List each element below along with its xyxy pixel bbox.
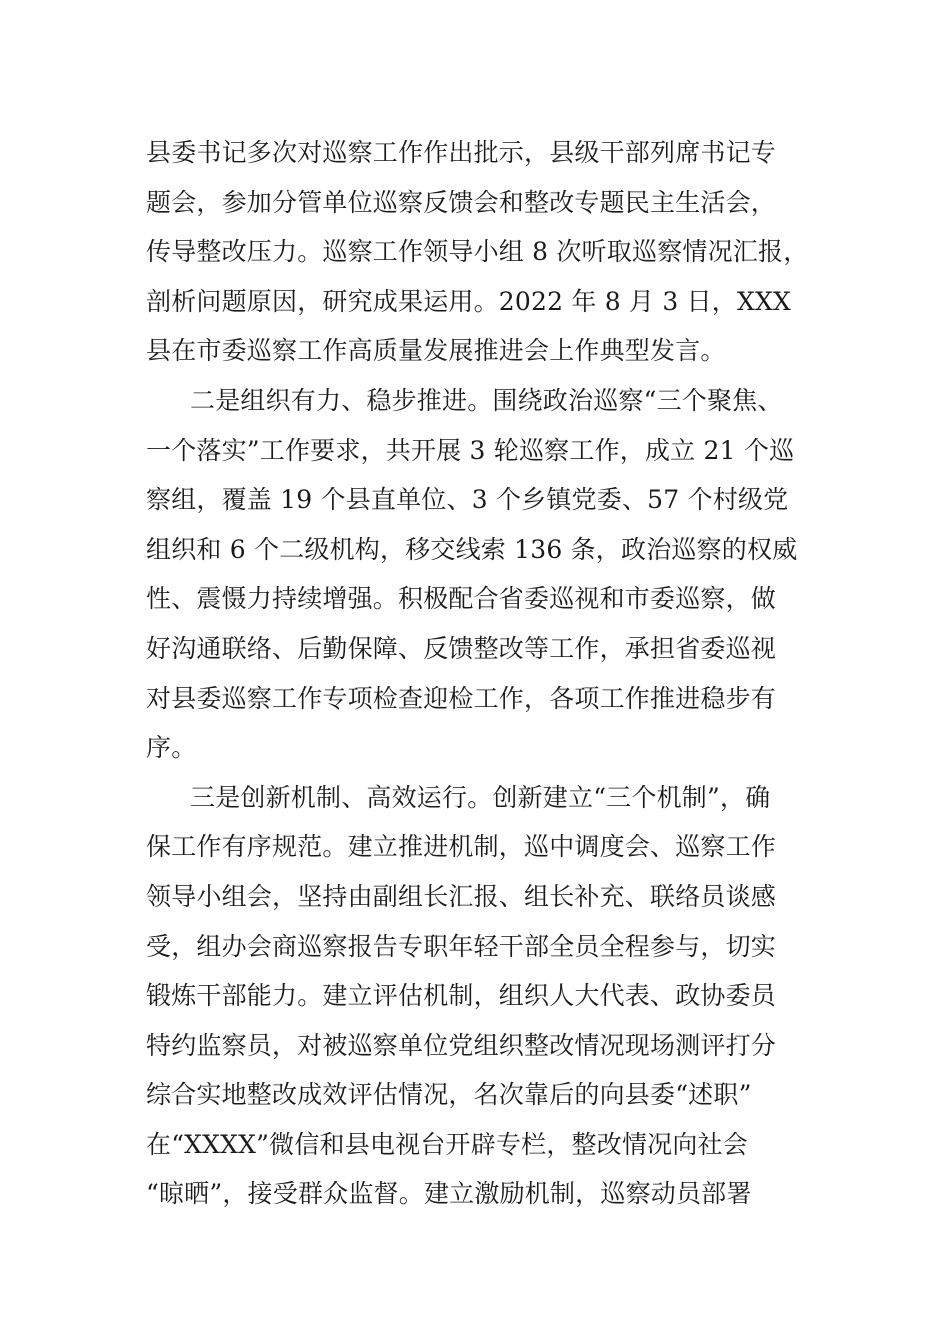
text-line: 剖析问题原因，研究成果运用。2022 年 8 月 3 日，XXX bbox=[146, 286, 791, 316]
text-line: 题会，参加分管单位巡察反馈会和整改专题民主生活会， bbox=[146, 187, 777, 217]
body-text bbox=[146, 128, 826, 1219]
text-line: 特约监察员，对被巡察单位党组织整改情况现场测评打分 bbox=[146, 1030, 777, 1060]
text-line: 组织和 6 个二级机构，移交线索 136 条，政治巡察的权威 bbox=[146, 534, 798, 564]
paragraph-start-line: 二是组织有力、稳步推进。围绕政治巡察“三个聚焦、 bbox=[190, 385, 783, 415]
text-line: 好沟通联络、后勤保障、反馈整改等工作，承担省委巡视 bbox=[146, 633, 777, 663]
text-line: 对县委巡察工作专项检查迎检工作，各项工作推进稳步有 bbox=[146, 683, 777, 713]
text-line: 序。 bbox=[146, 733, 197, 763]
text-line: 察组，覆盖 19 个县直单位、3 个乡镇党委、57 个村级党 bbox=[146, 485, 789, 515]
text-line: 在“XXXX”微信和县电视台开辟专栏，整改情况向社会 bbox=[146, 1129, 748, 1159]
paragraph-start-line: 三是创新机制、高效运行。创新建立“三个机制”，确 bbox=[190, 782, 771, 812]
text-line: 综合实地整改成效评估情况，名次靠后的向县委“述职” bbox=[146, 1080, 752, 1110]
text-line: 保工作有序规范。建立推进机制，巡中调度会、巡察工作 bbox=[146, 832, 777, 862]
text-line: 县在市委巡察工作高质量发展推进会上作典型发言。 bbox=[146, 336, 726, 366]
text-line: 传导整改压力。巡察工作领导小组 8 次听取巡察情况汇报， bbox=[146, 237, 809, 267]
text-line: 锻炼干部能力。建立评估机制，组织人大代表、政协委员 bbox=[146, 981, 777, 1011]
text-line: 性、震慑力持续增强。积极配合省委巡视和市委巡察，做 bbox=[146, 584, 777, 614]
text-line: 一个落实”工作要求，共开展 3 轮巡察工作，成立 21 个巡 bbox=[146, 435, 795, 465]
text-line: “晾晒”，接受群众监督。建立激励机制，巡察动员部署 bbox=[146, 1179, 752, 1209]
text-line: 领导小组会，坚持由副组长汇报、组长补充、联络员谈感 bbox=[146, 881, 777, 911]
text-line: 县委书记多次对巡察工作作出批示，县级干部列席书记专 bbox=[146, 138, 777, 167]
text-line: 受，组办会商巡察报告专职年轻干部全员全程参与，切实 bbox=[146, 931, 777, 961]
